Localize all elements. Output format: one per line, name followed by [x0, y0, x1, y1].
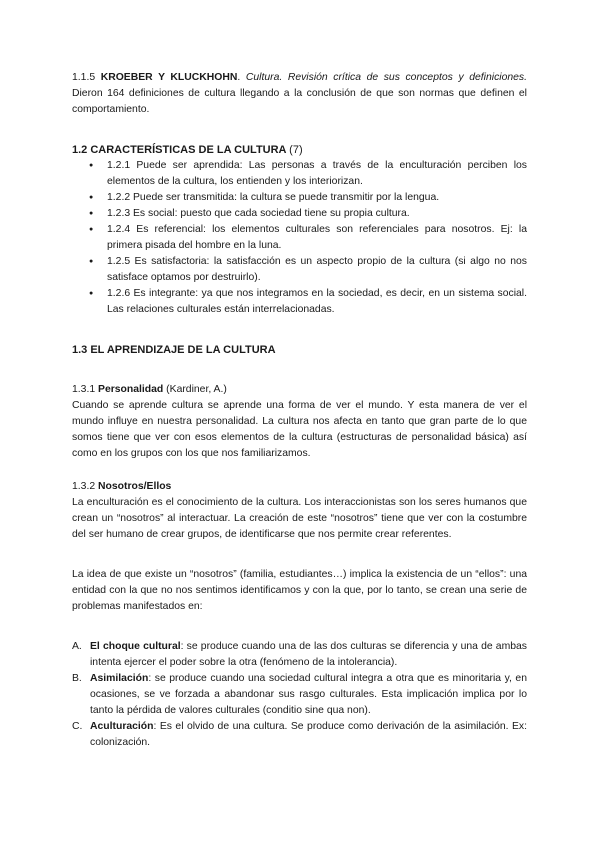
list-item: A. El choque cultural: se produce cuando una de las dos culturas se diferencia y una de ambas intenta ejercer el poder sobre la otra (fenómeno de la intolerancia).: [72, 641, 527, 668]
list-item: ● 1.2.1 Puede ser aprendida: Las personas a través de la enculturación perciben los elementos de la cultura, los entienden y los interiorizan.: [72, 158, 527, 190]
list-item: B. Asimilación: se produce cuando una sociedad cultural integra a otra que es minoritaria y, en ocasiones, se ve forzada a abandonar sus rasgo culturales. Esta implicación implica por lo tanto la pérdida de valores culturales (conditio sine qua non).: [72, 673, 527, 716]
paragraph-text: Dieron 164 definiciones de cultura llegando a la conclusión de que son normas que definen el comportamiento.: [72, 88, 527, 115]
term: Aculturación: [90, 721, 154, 732]
list-marker: C.: [72, 721, 83, 732]
section-heading: 1.2 CARACTERÍSTICAS DE LA CULTURA (7): [72, 144, 303, 156]
paragraph-text: Cuando se aprende cultura se aprende una forma de ver el mundo. Y esta manera de ver el mundo influye en nuestra personalidad. La cultura nos afecta en tanto que gran parte de lo que somos tiene que ver con esos elementos de la cultura (estructuras de personalidad básica) así como en los grupos con los que nos familiarizamos.: [72, 400, 527, 459]
paragraph-text: La idea de que existe un “nosotros” (familia, estudiantes…) implica la existencia de un “ellos”: una entidad con la que no nos sentimos identificamos y con la que, por lo tanto, se crean una serie de problemas manifestados en:: [72, 569, 527, 612]
reference: (Kardiner, A.): [166, 384, 227, 395]
list-item: ● 1.2.4 Es referencial: los elementos culturales son referenciales para nosotros. Ej: la primera pisada del hombre en la luna.: [72, 222, 527, 254]
subsection-heading-1-3-1: 1.3.1 Personalidad (Kardiner, A.): [72, 384, 227, 395]
list-item: C. Aculturación: Es el olvido de una cultura. Se produce como derivación de la asimilación. Ex: colonización.: [72, 721, 527, 748]
list-item: ● 1.2.5 Es satisfactoria: la satisfacción es un aspecto propio de la cultura (si algo no nos satisface optamos por destruirlo).: [72, 254, 527, 286]
term: El choque cultural: [90, 641, 181, 652]
section-1-1-5: [72, 70, 527, 118]
section-number: 1.1.5: [72, 72, 96, 83]
problems-list: [72, 639, 527, 751]
term: Asimilación: [90, 673, 149, 684]
list-item: ● 1.2.2 Puede ser transmitida: la cultura se puede transmitir por la lengua.: [72, 190, 527, 206]
list-marker: B.: [72, 673, 82, 684]
section-1-1-5-intro: 1.1.5 KROEBER Y KLUCKHOHN. Cultura. Revisión crítica de sus conceptos y definiciones. Dieron 164 definiciones de cultura llegando a la conclusión de que son normas que definen el comportamiento.: [72, 72, 527, 115]
list-item: ● 1.2.3 Es social: puesto que cada sociedad tiene su propia cultura.: [72, 206, 527, 222]
page-content: [72, 70, 527, 751]
section-1-3: [72, 342, 527, 751]
authors: KROEBER Y KLUCKHOHN: [100, 72, 238, 83]
subsection-heading-1-3-2: 1.3.2 Nosotros/Ellos: [72, 481, 172, 492]
section-1-2: [72, 142, 527, 318]
paragraph-text: La enculturación es el conocimiento de la cultura. Los interaccionistas son los seres humanos que crean un “nosotros” al interactuar. La creación de este “nosotros” tiene que ver con la costumbre del ser humano de crear grupos, de identificarse que nos permite crear referentes.: [72, 497, 527, 540]
reference: (7): [289, 144, 303, 156]
work-title: Cultura. Revisión crítica de sus conceptos y definiciones.: [245, 72, 527, 83]
characteristics-list: [72, 158, 527, 318]
list-item: ● 1.2.6 Es integrante: ya que nos integramos en la sociedad, es decir, en un sistema social. Las relaciones culturales están interrelacionadas.: [72, 286, 527, 318]
list-marker: A.: [72, 641, 82, 652]
section-heading: 1.3 EL APRENDIZAJE DE LA CULTURA: [72, 344, 276, 356]
